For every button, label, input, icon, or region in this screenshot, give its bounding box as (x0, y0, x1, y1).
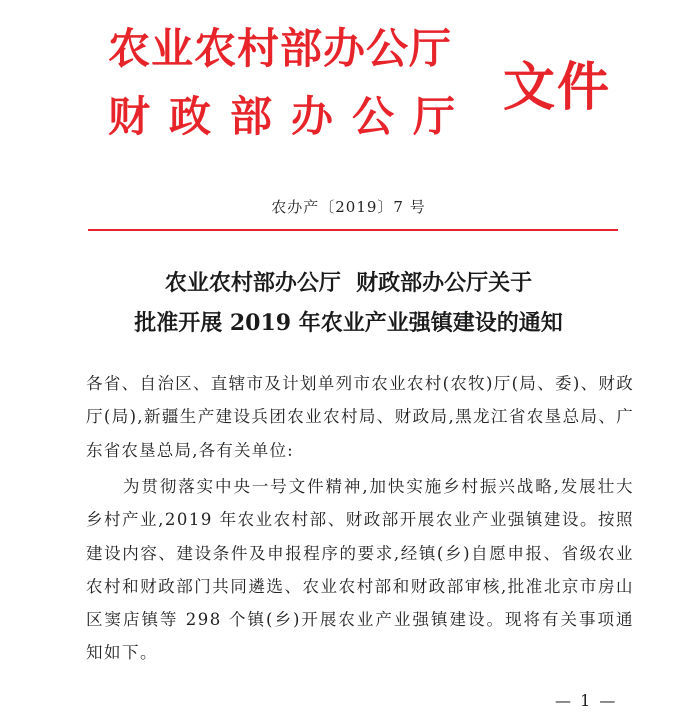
page-number: — 1 — (555, 691, 618, 710)
red-separator-line (88, 229, 618, 231)
document-header (0, 0, 697, 150)
addressee-paragraph: 各省、自治区、直辖市及计划单列市农业农村(农牧)厅(局、委)、财政厅(局),新疆生产建设兵团农业农村局、财政局,黑龙江省农垦总局、广东省农垦总局,各有关单位: (86, 374, 634, 460)
issuer-line-1: 农业农村部办公厅 (108, 24, 453, 73)
document-number: 农办产〔2019〕7 号 (271, 198, 426, 216)
issuer-line-2: 财政部办公厅 (108, 92, 475, 141)
body-paragraph: 为贯彻落实中央一号文件精神,加快实施乡村振兴战略,发展壮大乡村产业,2019 年农业农村部、财政部开展农业产业强镇建设。按照建设内容、建设条件及申报程序的要求,经镇(乡)自愿申报、省级农业农村和财政部门共同遴选、农业农村部和财政部审核,批准北京市房山区窦店镇等 298 个镇(乡)开展农业产业强镇建设。现将有关事项通知如下。 (86, 477, 634, 663)
notice-title-line-2: 批准开展 2019 年农业产业强镇建设的通知 (134, 310, 563, 336)
document-type-label: 文件 (503, 57, 612, 118)
notice-title-line-1: 农业农村部办公厅 财政部办公厅关于 (164, 270, 533, 296)
